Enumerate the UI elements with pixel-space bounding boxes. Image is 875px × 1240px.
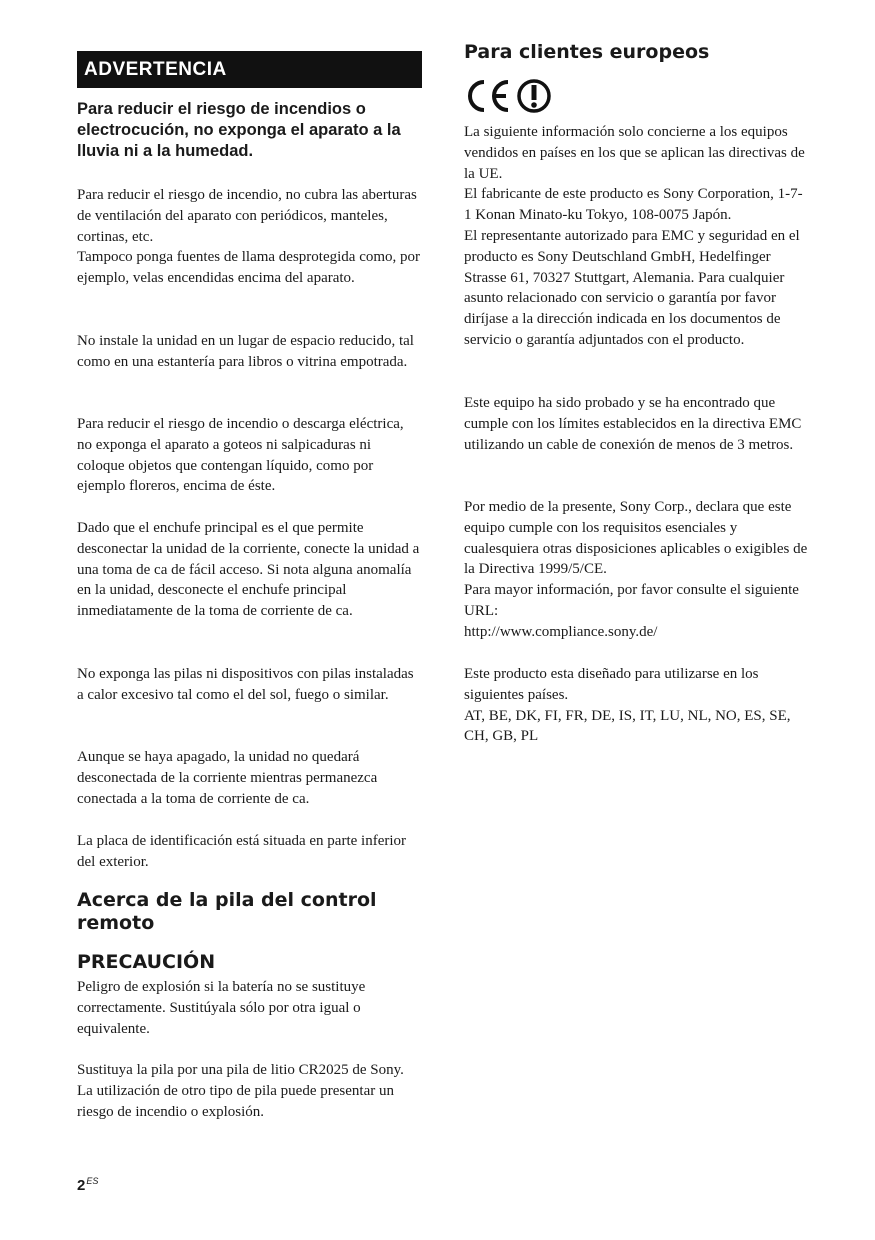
paragraph-eu-info — [464, 122, 809, 351]
section-title-remote-battery: Acerca de la pila del control remoto — [77, 889, 377, 934]
paragraph-emc-test — [464, 393, 809, 455]
page-number-value: 2 — [77, 1177, 86, 1194]
warning-banner: ADVERTENCIA — [77, 51, 422, 88]
paragraph-line: Este equipo ha sido probado y se ha encontrado que cumple con los límites establecidos en la directiva EMC utilizando un cable de conexión de menos de 3 metros. — [464, 395, 802, 453]
paragraph-line: Por medio de la presente, Sony Corp., declara que este equipo cumple con los requisitos esenciales y cualesquiera otras disposiciones aplicables o exigibles de la Directiva 1999/5/CE. — [464, 499, 808, 578]
paragraph-line: El representante autorizado para EMC y seguridad en el producto es Sony Deutschland GmbH, Hedelfinger Strasse 61, 70327 Stuttgart, Alemania. Para cualquier asunto relacionado con servicio o garantía por favor diríjase a la dirección indicada en los documentos de servicio o garantía adjuntados con el producto. — [464, 227, 800, 348]
paragraph-plug — [77, 518, 422, 622]
paragraph-line: La placa de identificación está situada en parte inferior del exterior. — [77, 833, 407, 870]
paragraph-ventilation — [77, 185, 422, 289]
paragraph-line: Para reducir el riesgo de incendio, no cubra las aberturas de ventilación del aparato con periódicos, manteles, cortinas, etc. — [77, 187, 417, 245]
paragraph-line: Aunque se haya apagado, la unidad no quedará desconectada de la corriente mientras permanezca conectada a la toma de corriente de ca. — [77, 749, 378, 807]
paragraph-declaration — [464, 497, 809, 643]
paragraph-line: La siguiente información solo concierne a los equipos vendidos en países en los que se aplican las directivas de la UE. — [464, 124, 805, 182]
paragraph-line: La utilización de otro tipo de pila puede presentar un riesgo de incendio o explosión. — [77, 1082, 394, 1120]
paragraph-nameplate — [77, 831, 422, 873]
paragraph-line: Sustituya la pila por una pila de litio CR2025 de Sony. — [77, 1062, 404, 1078]
paragraph-countries — [464, 664, 809, 747]
paragraph-line: No instale la unidad en un lugar de espacio reducido, tal como en una estantería para libros o vitrina empotrada. — [77, 333, 414, 370]
paragraph-line: No exponga las pilas ni dispositivos con pilas instaladas a calor excesivo tal como el del sol, fuego o similar. — [77, 666, 414, 703]
paragraph-line: El fabricante de este producto es Sony Corporation, 1-7-1 Konan Minato-ku Tokyo, 108-0075 Japón. — [464, 186, 803, 224]
paragraph-line: Peligro de explosión si la batería no se sustituye correctamente. Sustitúyala sólo por otra igual o equivalente. — [77, 979, 366, 1037]
page-number-suffix: ES — [86, 1176, 99, 1186]
paragraph-line: Tampoco ponga fuentes de llama desprotegida como, por ejemplo, velas encendidas encima del aparato. — [77, 249, 421, 287]
section-title-european: Para clientes europeos — [464, 41, 710, 63]
paragraph-line: Este producto esta diseñado para utilizarse en los siguientes países. — [464, 666, 759, 703]
paragraph-line: Para reducir el riesgo de incendio o descarga eléctrica, no exponga el aparato a goteos ni salpicaduras ni coloque objetos que contengan líquido, como por ejemplo floreros, encima de éste. — [77, 416, 404, 495]
paragraph-explosion — [77, 977, 422, 1039]
compliance-marks — [464, 78, 564, 114]
paragraph-replace-battery — [77, 1060, 422, 1122]
country-list: AT, BE, DK, FI, FR, DE, IS, IT, LU, NL, NO, ES, SE, CH, GB, PL — [464, 707, 791, 745]
paragraph-power-off — [77, 747, 422, 809]
page-number — [77, 1176, 98, 1194]
warning-heading: Para reducir el riesgo de incendios o electrocución, no exponga el aparato a la lluvia ni a la humedad. — [77, 100, 401, 160]
compliance-url: http://www.compliance.sony.de/ — [464, 623, 658, 640]
paragraph-installation — [77, 331, 422, 373]
paragraph-liquid — [77, 414, 422, 497]
alert-circle-icon — [516, 78, 552, 114]
paragraph-line: Para mayor información, por favor consulte el siguiente URL: — [464, 582, 799, 619]
caution-title: PRECAUCIÓN — [77, 951, 216, 973]
paragraph-batteries-heat — [77, 664, 422, 706]
paragraph-line: Dado que el enchufe principal es el que permite desconectar la unidad de la corriente, conecte la unidad a una toma de ca de fácil acceso. Si nota alguna anomalía en la unidad, desconecte el enchufe principal inmediatamente de la toma de corriente de ca. — [77, 520, 420, 620]
